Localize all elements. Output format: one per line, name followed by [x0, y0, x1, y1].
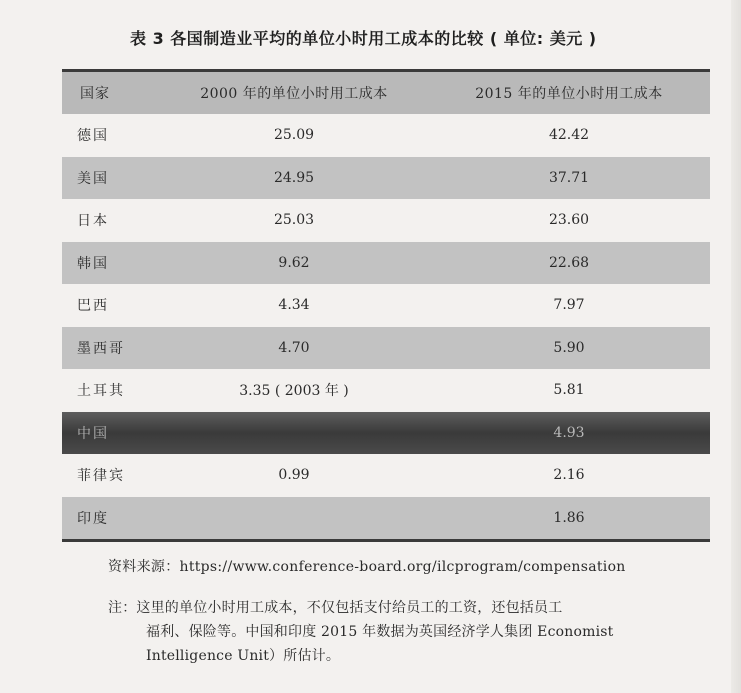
table-header-row — [62, 72, 710, 114]
cost-2015-cell: 37.71 — [548, 169, 590, 186]
cost-2015-cell: 2.16 — [553, 467, 585, 484]
footnote-line: 福利、保险等。中国和印度 2015 年数据为英国经济学人集团 Economist — [146, 624, 614, 640]
table-row — [62, 327, 710, 370]
table-row — [62, 497, 710, 540]
cost-2015-cell: 42.42 — [548, 127, 590, 144]
cost-2015-cell: 5.81 — [553, 382, 585, 399]
cost-2015-cell: 1.86 — [553, 509, 585, 526]
header-country: 国家 — [80, 86, 110, 102]
footnote — [108, 596, 708, 668]
cost-2000-cell: 9.62 — [278, 254, 310, 271]
country-cell: 韩国 — [77, 255, 109, 272]
cost-2015-cell: 22.68 — [548, 254, 590, 271]
footnote-line: Intelligence Unit）所估计。 — [146, 648, 341, 664]
cost-2015-cell: 23.60 — [548, 212, 590, 229]
country-cell: 德国 — [77, 128, 109, 145]
cost-comparison-table — [62, 69, 710, 542]
country-cell: 墨西哥 — [77, 340, 125, 357]
table-row — [62, 284, 710, 327]
country-cell: 土耳其 — [77, 383, 125, 400]
cost-2000-cell: 4.70 — [278, 339, 310, 356]
table-row — [62, 369, 710, 412]
table-row — [62, 454, 710, 497]
table-row — [62, 199, 710, 242]
header-2015: 2015 年的单位小时用工成本 — [475, 86, 663, 102]
table-row — [62, 242, 710, 285]
footnote-line: 注：这里的单位小时用工成本，不仅包括支付给员工的工资，还包括员工 — [108, 600, 563, 616]
cost-2000-cell: 0.99 — [278, 467, 310, 484]
source-note: 资料来源：https://www.conference-board.org/ilcprogram/compensation — [108, 559, 626, 575]
country-cell: 巴西 — [77, 298, 109, 315]
cost-2000-cell: 25.03 — [273, 212, 315, 229]
table-row — [62, 157, 710, 200]
country-cell: 菲律宾 — [77, 468, 125, 485]
cost-2015-cell: 4.93 — [553, 424, 585, 441]
cost-2000-cell: 4.34 — [278, 297, 310, 314]
table-row — [62, 114, 710, 157]
cost-2000-cell: 24.95 — [273, 169, 315, 186]
cost-2015-cell: 5.90 — [553, 339, 585, 356]
cost-2000-cell: 25.09 — [273, 127, 315, 144]
country-cell: 印度 — [77, 510, 109, 527]
table-row-highlighted — [62, 412, 710, 455]
header-2000: 2000 年的单位小时用工成本 — [200, 86, 388, 102]
cost-2015-cell: 7.97 — [553, 297, 585, 314]
country-cell: 日本 — [77, 213, 109, 230]
country-cell: 中国 — [77, 425, 109, 442]
page-edge — [731, 0, 741, 693]
table-title: 表 3 各国制造业平均的单位小时用工成本的比较 ( 单位: 美元 ) — [130, 29, 597, 48]
table-bottom-rule — [62, 539, 710, 542]
country-cell: 美国 — [77, 170, 109, 187]
cost-2000-cell: 3.35 ( 2003 年 ) — [239, 383, 349, 400]
